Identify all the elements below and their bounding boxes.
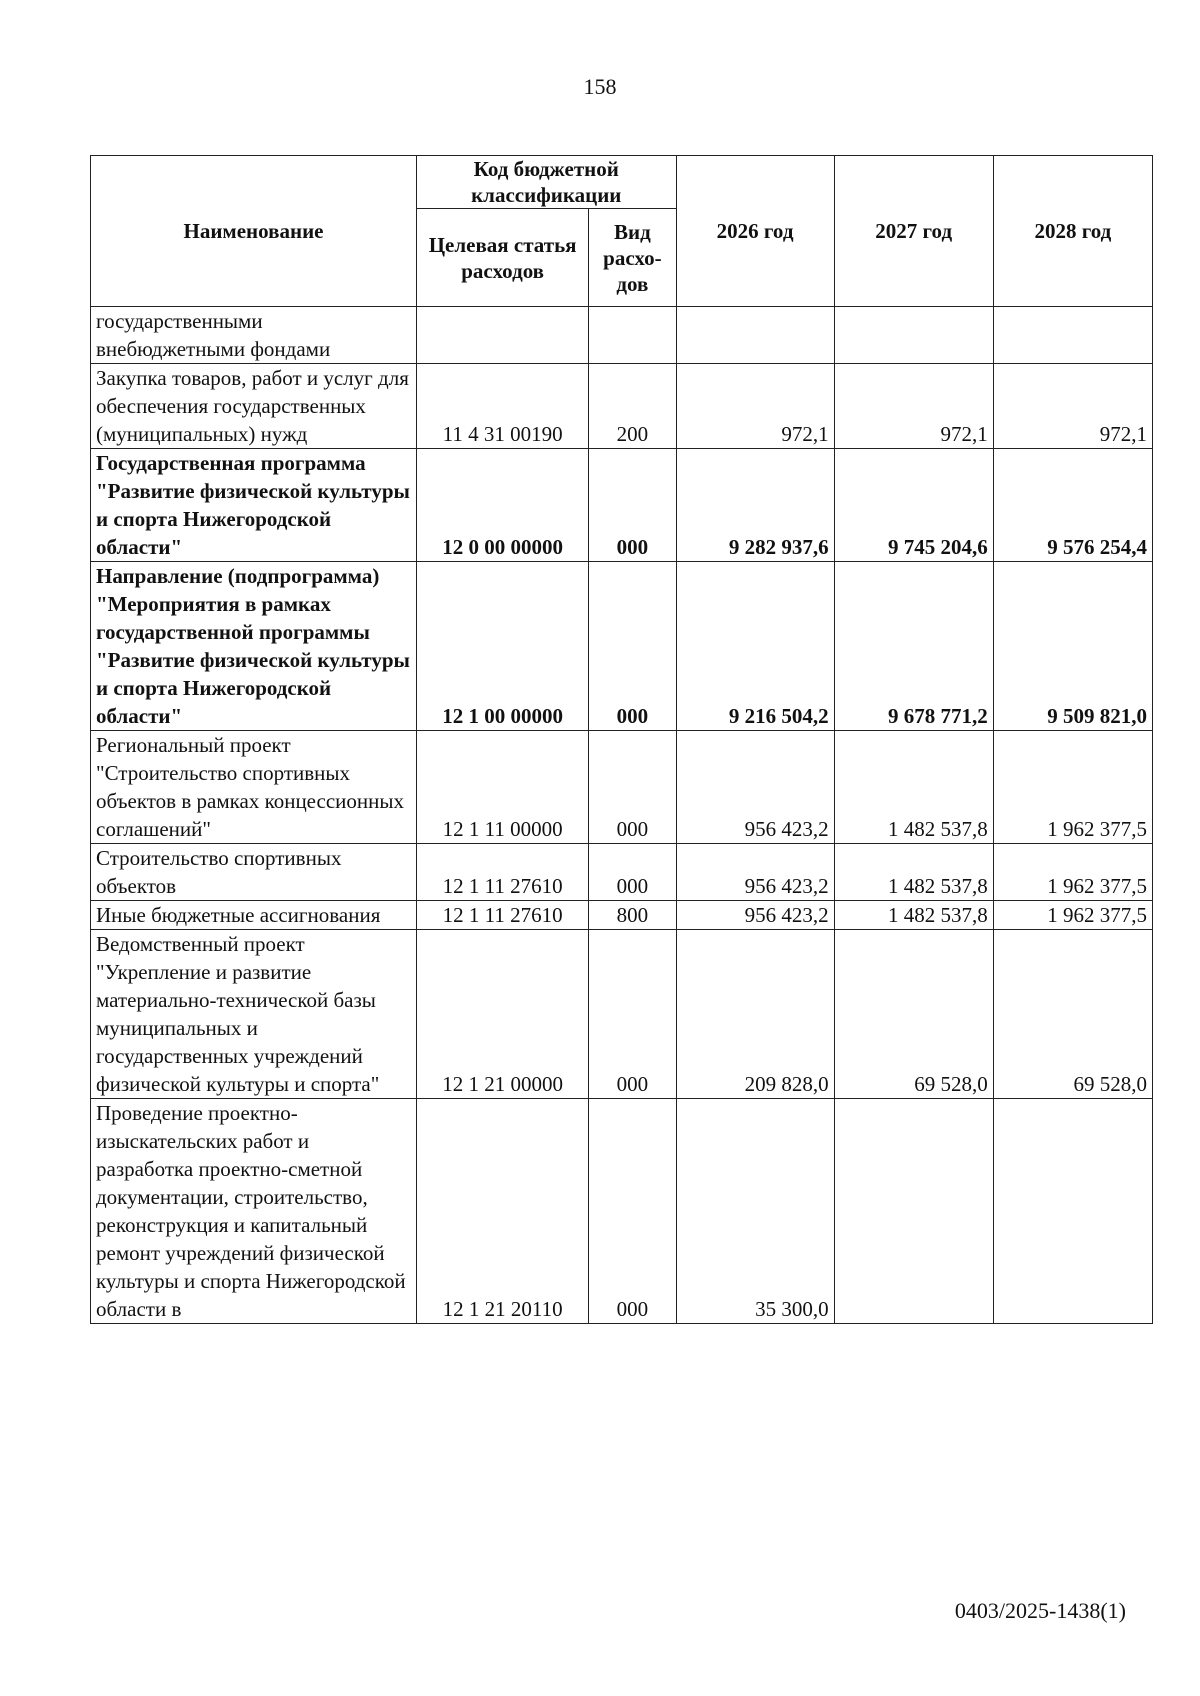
row-value-2028: 1 962 377,5 (993, 844, 1152, 901)
row-target-article: 12 1 00 00000 (417, 562, 589, 731)
header-name: Наименование (91, 156, 417, 307)
row-value-2026: 972,1 (676, 364, 834, 449)
row-name: Проведение проектно-изыскательских работ и разработка проектно-сметной документации, строительство, реконструкция и капитальный ремонт учреждений физической культуры и спорта Нижегородской области в (91, 1099, 417, 1324)
row-value-2027: 1 482 537,8 (834, 844, 993, 901)
row-expense-type (589, 307, 676, 364)
row-expense-type: 000 (589, 1099, 676, 1324)
row-expense-type: 000 (589, 449, 676, 562)
row-value-2028: 9 509 821,0 (993, 562, 1152, 731)
row-value-2027: 972,1 (834, 364, 993, 449)
row-value-2028: 9 576 254,4 (993, 449, 1152, 562)
table-row (91, 844, 1153, 901)
row-value-2028 (993, 307, 1152, 364)
row-value-2028: 972,1 (993, 364, 1152, 449)
row-target-article (417, 307, 589, 364)
row-value-2028: 1 962 377,5 (993, 731, 1152, 844)
row-value-2027: 1 482 537,8 (834, 901, 993, 930)
row-expense-type: 200 (589, 364, 676, 449)
row-name: Направление (подпрограмма) "Мероприятия в рамках государственной программы "Развитие физической культуры и спорта Нижегородской области" (91, 562, 417, 731)
row-target-article: 11 4 31 00190 (417, 364, 589, 449)
document-number: 0403/2025-1438(1) (954, 1598, 1126, 1623)
row-expense-type: 000 (589, 731, 676, 844)
table-row (91, 307, 1153, 364)
row-value-2028: 1 962 377,5 (993, 901, 1152, 930)
row-value-2026: 956 423,2 (676, 901, 834, 930)
row-value-2026 (676, 307, 834, 364)
header-target-article: Целевая статья расходов (417, 209, 589, 307)
row-value-2026: 9 216 504,2 (676, 562, 834, 731)
table-row (91, 364, 1153, 449)
row-value-2027: 1 482 537,8 (834, 731, 993, 844)
row-target-article: 12 1 11 27610 (417, 901, 589, 930)
row-name: Региональный проект "Строительство спортивных объектов в рамках концессионных соглашений" (91, 731, 417, 844)
row-target-article: 12 0 00 00000 (417, 449, 589, 562)
header-expense-type: Вид расхо-дов (589, 209, 676, 307)
row-name: Закупка товаров, работ и услуг для обеспечения государственных (муниципальных) нужд (91, 364, 417, 449)
header-code-group: Код бюджетной классификации (417, 156, 677, 209)
row-value-2027: 69 528,0 (834, 930, 993, 1099)
row-value-2027: 9 678 771,2 (834, 562, 993, 731)
row-value-2026: 9 282 937,6 (676, 449, 834, 562)
table-row (91, 930, 1153, 1099)
table-row (91, 449, 1153, 562)
row-value-2027 (834, 307, 993, 364)
table-row (91, 562, 1153, 731)
row-expense-type: 000 (589, 844, 676, 901)
table-body (91, 307, 1153, 1324)
header-year-2026: 2026 год (676, 156, 834, 307)
table-row (91, 731, 1153, 844)
row-value-2026: 956 423,2 (676, 844, 834, 901)
row-value-2026: 35 300,0 (676, 1099, 834, 1324)
table-row (91, 1099, 1153, 1324)
row-value-2027 (834, 1099, 993, 1324)
budget-table (90, 155, 1153, 1324)
row-value-2028: 69 528,0 (993, 930, 1152, 1099)
row-expense-type: 000 (589, 562, 676, 731)
row-expense-type: 800 (589, 901, 676, 930)
page-number: 158 (583, 74, 617, 99)
row-value-2028 (993, 1099, 1152, 1324)
row-expense-type: 000 (589, 930, 676, 1099)
row-target-article: 12 1 11 00000 (417, 731, 589, 844)
row-target-article: 12 1 11 27610 (417, 844, 589, 901)
row-name: Иные бюджетные ассигнования (91, 901, 417, 930)
row-name: Ведомственный проект "Укрепление и развитие материально-технической базы муниципальных и государственных учреждений физической культуры и спорта" (91, 930, 417, 1099)
row-value-2027: 9 745 204,6 (834, 449, 993, 562)
row-name: государственными внебюджетными фондами (91, 307, 417, 364)
row-name: Государственная программа "Развитие физической культуры и спорта Нижегородской области" (91, 449, 417, 562)
table-header (91, 156, 1153, 307)
row-value-2026: 209 828,0 (676, 930, 834, 1099)
table-row (91, 901, 1153, 930)
row-name: Строительство спортивных объектов (91, 844, 417, 901)
row-target-article: 12 1 21 20110 (417, 1099, 589, 1324)
header-year-2027: 2027 год (834, 156, 993, 307)
row-value-2026: 956 423,2 (676, 731, 834, 844)
row-target-article: 12 1 21 00000 (417, 930, 589, 1099)
header-year-2028: 2028 год (993, 156, 1152, 307)
